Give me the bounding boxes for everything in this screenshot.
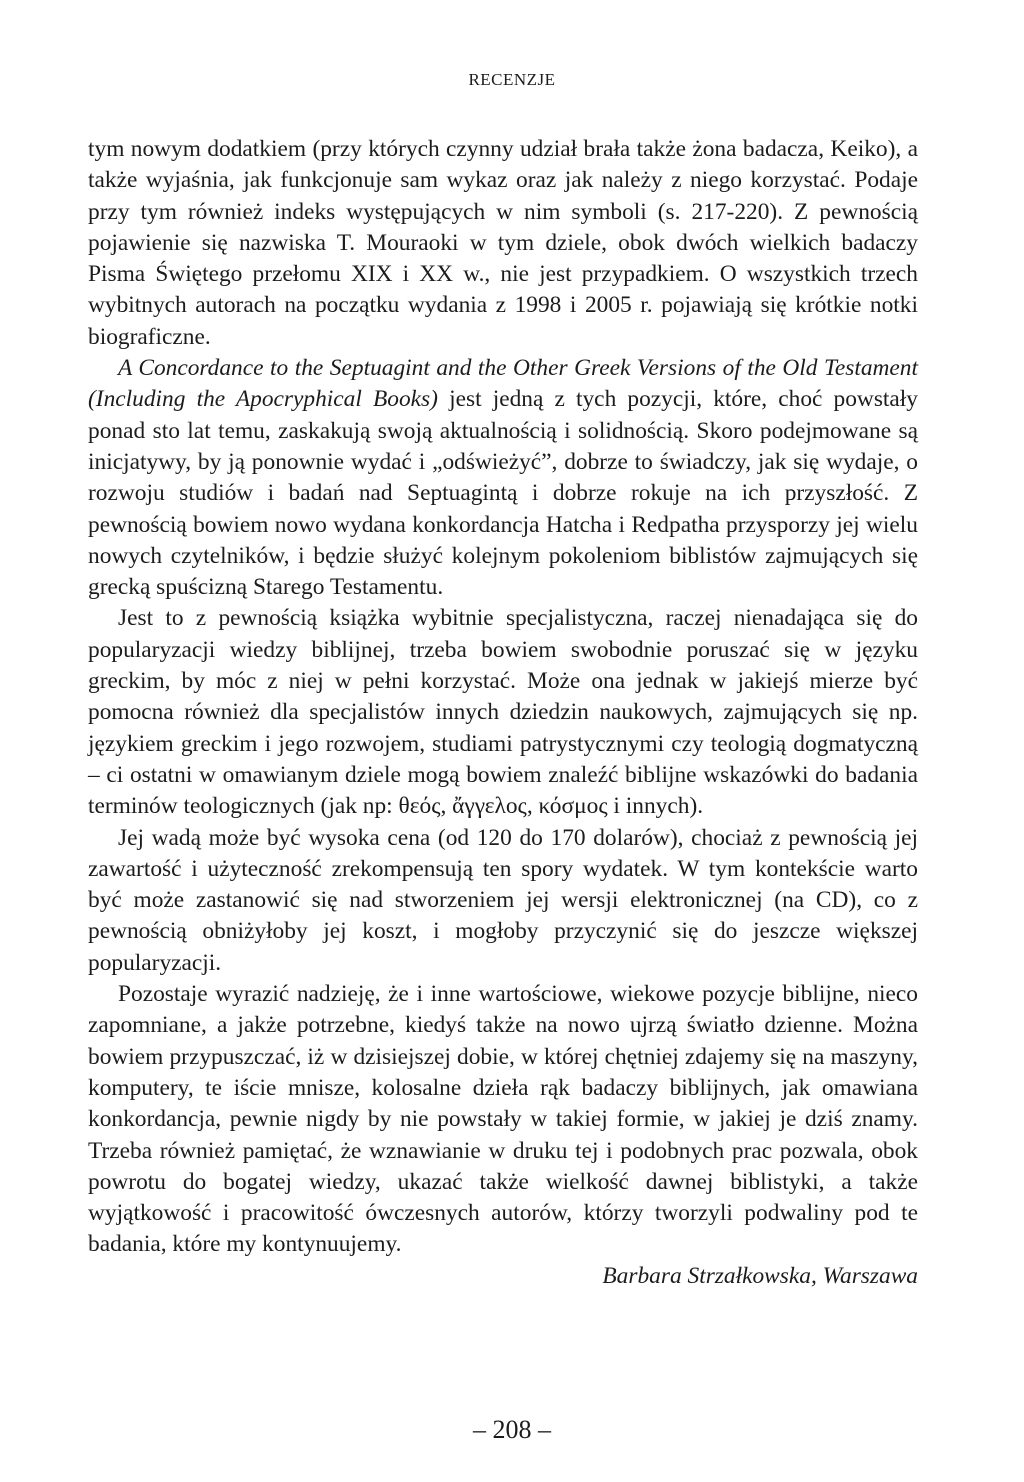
paragraph-3: Jest to z pewnością książka wybitnie specjalistyczna, raczej nienadająca się do popularyzacji wiedzy biblijnej, trzeba bowiem swobodnie poruszać się w języku greckim, by móc z niej w pełni korzystać. Może ona jednak w jakiejś mierze być pomocna również dla specjalistów innych dziedzin naukowych, zajmujących się np. językiem greckim i jego rozwojem, studiami patrystycznymi czy teologią dogmatyczną – ci ostatni w omawianym dziele mogą bowiem znaleźć biblijne wskazówki do badania terminów teologicznych (jak np: θεός, ἄγγελος, κόσμος i innych). (88, 605, 918, 820)
review-body (88, 134, 918, 1292)
author-signature: Barbara Strzałkowska, Warszawa (602, 1262, 918, 1289)
paragraph-2-text: jest jedną z tych pozycji, które, choć powstały ponad sto lat temu, zaskakują swoją aktualnością i solidnością. Skoro podejmowane są inicjatywy, by ją ponownie wydać i „odświeżyć”, dobrze to świadczy, jak się wydaje, o rozwoju studiów i badań nad Septuagintą i dobrze rokuje na ich przyszłość. Z pewnością bowiem nowo wydana konkordancja Hatcha i Redpatha przysporzy jej wielu nowych czytelników, i będzie służyć kolejnym pokoleniom biblistów zajmujących się grecką spuścizną Starego Testamentu. (88, 386, 919, 601)
running-header: RECENZJE (468, 70, 556, 89)
paragraph-4: Jej wadą może być wysoka cena (od 120 do 170 dolarów), chociaż z pewnością jej zawartość i użyteczność zrekompensują ten spory wydatek. W tym kontekście warto być może zastanowić się nad stworzeniem jej wersji elektronicznej (na CD), co z pewnością obniżyłoby jej koszt, i mogłoby przyczynić się do jeszcze większej popularyzacji. (88, 824, 918, 976)
paragraph-2 (88, 353, 918, 603)
paragraph-5: Pozostaje wyrazić nadzieję, że i inne wartościowe, wiekowe pozycje biblijne, nieco zapomniane, a jakże potrzebne, kiedyś także na nowo ujrzą światło dzienne. Można bowiem przypuszczać, iż w dzisiejszej dobie, w której chętniej zdajemy się na maszyny, komputery, te iście mnisze, kolosalne dzieła rąk badaczy biblijnych, jak omawiana konkordancja, pewnie nigdy by nie powstały w takiej formie, w jakiej je dziś znamy. Trzeba również pamiętać, że wznawianie w druku tej i podobnych prac pozwala, obok powrotu do bogatej wiedzy, ukazać także wielkość dawnej biblistyki, a także wyjątkowość i pracowitość ówczesnych autorów, którzy tworzyli podwaliny pod te badania, które my kontynuujemy. (88, 981, 918, 1258)
book-title: A Concordance to the Septuagint and the Other Greek Versions of the Old Testament (Including the Apocryphical Books) (88, 355, 918, 413)
page-number: – 208 – (473, 1415, 551, 1444)
paragraph-1: tym nowym dodatkiem (przy których czynny udział brała także żona badacza, Keiko), a także wyjaśnia, jak funkcjonuje sam wykaz oraz jak należy z niego korzystać. Podaje przy tym również indeks występujących w nim symboli (s. 217-220). Z pewnością pojawienie się nazwiska T. Mouraoki w tym dziele, obok dwóch wielkich badaczy Pisma Świętego przełomu XIX i XX w., nie jest przypadkiem. O wszystkich trzech wybitnych autorach na początku wydania z 1998 i 2005 r. pojawiają się krótkie notki biograficzne. (88, 136, 918, 350)
